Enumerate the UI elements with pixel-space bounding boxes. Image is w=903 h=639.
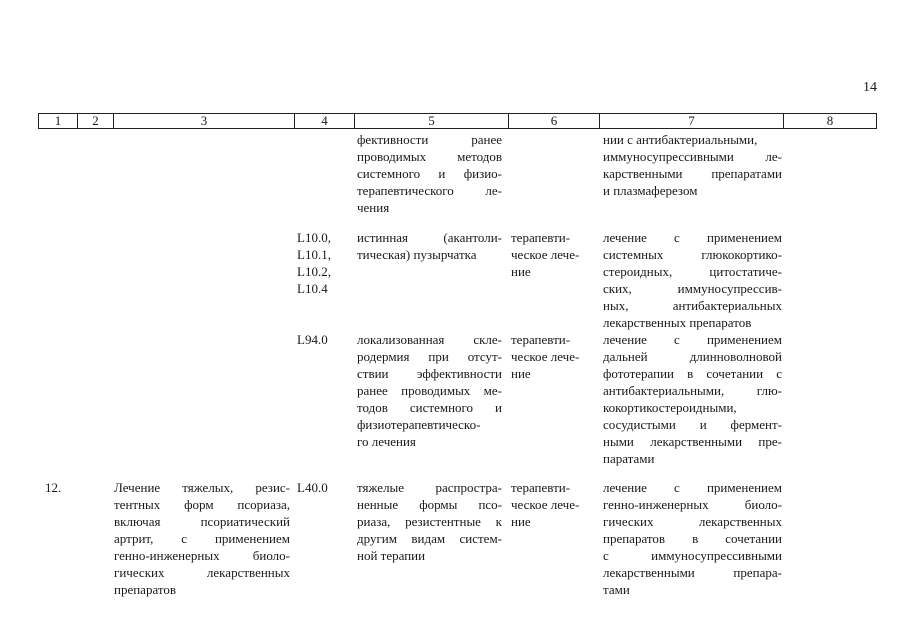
cell-code	[297, 479, 351, 496]
cell-model	[357, 131, 502, 216]
cell-type	[511, 479, 597, 530]
cell-line: риаза, резистентные к	[357, 514, 502, 529]
cell-line: тентных форм псориаза,	[114, 497, 290, 512]
header-cell-6: 6	[509, 114, 600, 128]
cell-line: тодов системного и	[357, 400, 502, 415]
cell-line: локализованная скле-	[357, 332, 502, 347]
cell-line: дальней длинноволновой	[603, 349, 782, 364]
cell-name	[114, 479, 290, 598]
cell-line: ческое лече-	[511, 497, 580, 512]
header-cell-7: 7	[600, 114, 784, 128]
cell-line: L10.0,	[297, 230, 331, 245]
cell-line: гических лекарственных	[114, 565, 290, 580]
header-cell-5: 5	[355, 114, 509, 128]
cell-line: ских, иммуносупрессив-	[603, 281, 782, 296]
cell-line: терапевти-	[511, 230, 571, 245]
cell-line: фективности ранее	[357, 132, 502, 147]
cell-line: истинная (акантоли-	[357, 230, 502, 245]
cell-method	[603, 131, 782, 199]
header-cell-8: 8	[826, 113, 834, 128]
cell-line: генно-инженерных биоло-	[603, 497, 782, 512]
cell-line: ненные формы псо-	[357, 497, 502, 512]
cell-line: другим видам систем-	[357, 531, 502, 546]
cell-line: родермия при отсут-	[357, 349, 502, 364]
cell-line: ными лекарственными пре-	[603, 434, 782, 449]
cell-line: тическая) пузырчатка	[357, 247, 477, 262]
cell-line: ной терапии	[357, 548, 426, 563]
cell-line: генно-инженерных биоло-	[114, 548, 290, 563]
cell-code	[297, 229, 351, 297]
cell-line: кокортикостероидными,	[603, 400, 737, 415]
cell-line: лечение с применением	[603, 480, 782, 495]
cell-model	[357, 229, 502, 263]
cell-line: паратами	[603, 451, 655, 466]
cell-line: карственными препаратами	[603, 166, 782, 181]
cell-line: нии с антибактериальными,	[603, 132, 758, 147]
header-cell-1: 1	[39, 114, 78, 128]
cell-line: го лечения	[357, 434, 416, 449]
cell-line: ранее проводимых ме-	[357, 383, 502, 398]
cell-model	[357, 331, 502, 450]
cell-line: чения	[357, 200, 390, 215]
cell-line: гических лекарственных	[603, 514, 782, 529]
header-cell-3: 3	[114, 114, 295, 128]
cell-line: лечение с применением	[603, 332, 782, 347]
table-header-row	[38, 113, 877, 129]
cell-line: стероидных, цитостатиче-	[603, 264, 782, 279]
cell-line: L10.4	[297, 281, 328, 296]
cell-method	[603, 229, 782, 331]
cell-line: с иммуносупрессивными	[603, 548, 782, 563]
cell-line: включая псориатический	[114, 514, 290, 529]
cell-line: и плазмаферезом	[603, 183, 698, 198]
cell-line: ние	[511, 514, 531, 529]
cell-line: ствии эффективности	[357, 366, 502, 381]
cell-line: иммуносупрессивными ле-	[603, 149, 782, 164]
cell-line: терапевти-	[511, 480, 571, 495]
cell-line: лекарственных препаратов	[603, 315, 752, 330]
cell-line: сосудистыми и фермент-	[603, 417, 782, 432]
cell-line: антибактериальными, глю-	[603, 383, 782, 398]
cell-line: ческое лече-	[511, 247, 580, 262]
cell-line: системных глюкокортико-	[603, 247, 782, 262]
cell-line: ных, антибактериальных	[603, 298, 782, 313]
cell-line: тяжелые распростра-	[357, 480, 502, 495]
cell-line: ние	[511, 366, 531, 381]
page-number: 14	[863, 80, 877, 95]
cell-line: фототерапии в сочетании с	[603, 366, 782, 381]
cell-model	[357, 479, 502, 564]
cell-method	[603, 479, 782, 598]
cell-line: L40.0	[297, 480, 328, 495]
cell-line: лечение с применением	[603, 230, 782, 245]
cell-line: физиотерапевтическо-	[357, 417, 481, 432]
cell-line: тами	[603, 582, 630, 597]
cell-line: L10.1,	[297, 247, 331, 262]
header-cell-2: 2	[78, 114, 114, 128]
cell-line: системного и физио-	[357, 166, 502, 181]
cell-line: терапевти-	[511, 332, 571, 347]
row-number: 12.	[45, 480, 62, 495]
header-cell-4: 4	[295, 114, 355, 128]
cell-line: терапевтического ле-	[357, 183, 502, 198]
cell-line: Лечение тяжелых, резис-	[114, 480, 290, 495]
cell-line: проводимых методов	[357, 149, 502, 164]
cell-line: L94.0	[297, 332, 328, 347]
cell-line: препаратов в сочетании	[603, 531, 782, 546]
cell-line: L10.2,	[297, 264, 331, 279]
cell-line: лекарственными препара-	[603, 565, 782, 580]
cell-line: ние	[511, 264, 531, 279]
cell-method	[603, 331, 782, 467]
cell-line: артрит, с применением	[114, 531, 290, 546]
cell-code	[297, 331, 351, 348]
cell-type	[511, 331, 597, 382]
cell-line: препаратов	[114, 582, 177, 597]
cell-type	[511, 229, 597, 280]
cell-line: ческое лече-	[511, 349, 580, 364]
